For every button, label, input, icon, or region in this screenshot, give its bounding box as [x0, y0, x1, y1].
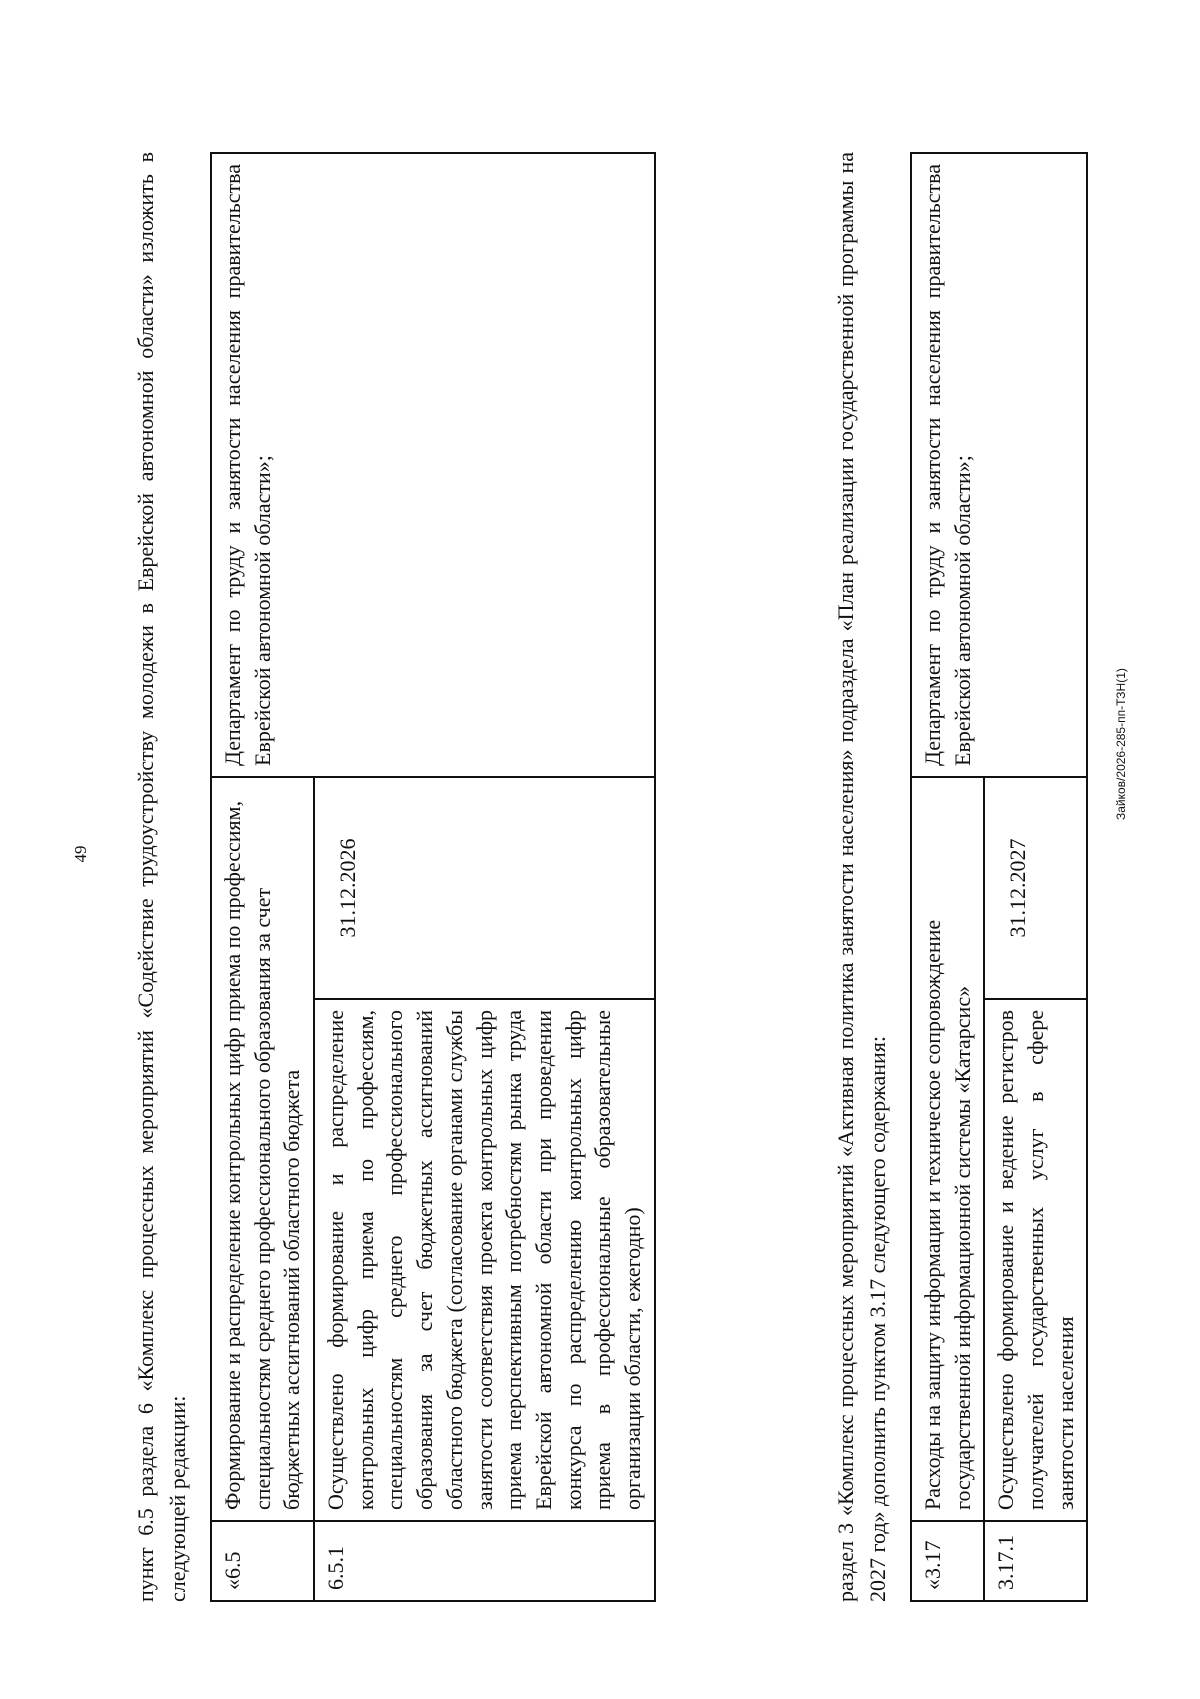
footer	[1114, 520, 1134, 820]
row-date: 31.12.2026	[314, 777, 655, 999]
footer-code: Зайков/2026-285-пп-ТЗН(1)	[1114, 668, 1128, 820]
row-text: Расходы на защиту информации и техническое сопровождение государственной информационной системы «Катарсис»	[911, 777, 984, 1521]
row-date: 31.12.2027	[984, 777, 1087, 999]
page-number: 49	[71, 845, 90, 863]
row-number: «6.5	[211, 1521, 314, 1601]
row-text: Осуществлено формирование и распределение контрольных цифр приема по профессиям, специальностям среднего профессионального образования за счет бюджетных ассигнований областного бюджета (согласование органами службы занятости соответствия проекта контрольных цифр приема перспективным потребностям рынка труда Еврейской автономной области при проведении конкурса по распределению контрольных цифр приема в профессиональные образовательные организации области, ежегодно)	[314, 999, 655, 1521]
row-number: 3.17.1	[984, 1521, 1087, 1601]
section2-intro: раздел 3 «Комплекс процессных мероприятий «Активная политика занятости населения» подраздела «План реализации государственной программы на 2027 год» дополнить пунктом 3.17 следующего содержания:	[833, 152, 890, 1602]
section1-table	[210, 152, 656, 1602]
section1-intro: пункт 6.5 раздела 6 «Комплекс процессных мероприятий «Содействие трудоустройству молодежи в Еврейской автономной области» изложить в следующей редакции:	[133, 152, 190, 1602]
responsible-cell: Департамент по труду и занятости населения правительства Еврейской автономной области»;	[211, 153, 655, 777]
row-number: 6.5.1	[314, 1521, 655, 1601]
row-number: «3.17	[911, 1521, 984, 1601]
section2-table	[910, 152, 1088, 1602]
rotated-content	[40, 22, 1170, 1672]
row-text: Формирование и распределение контрольных цифр приема по профессиям, специальностям среднего профессионального образования за счет бюджетных ассигнований областного бюджета	[211, 777, 314, 1521]
table-row	[911, 153, 984, 1601]
table-row	[211, 153, 314, 1601]
responsible-cell: Департамент по труду и занятости населения правительства Еврейской автономной области»;	[911, 153, 1087, 777]
row-text: Осуществлено формирование и ведение регистров получателей государственных услуг в сфере занятости населения	[984, 999, 1087, 1521]
